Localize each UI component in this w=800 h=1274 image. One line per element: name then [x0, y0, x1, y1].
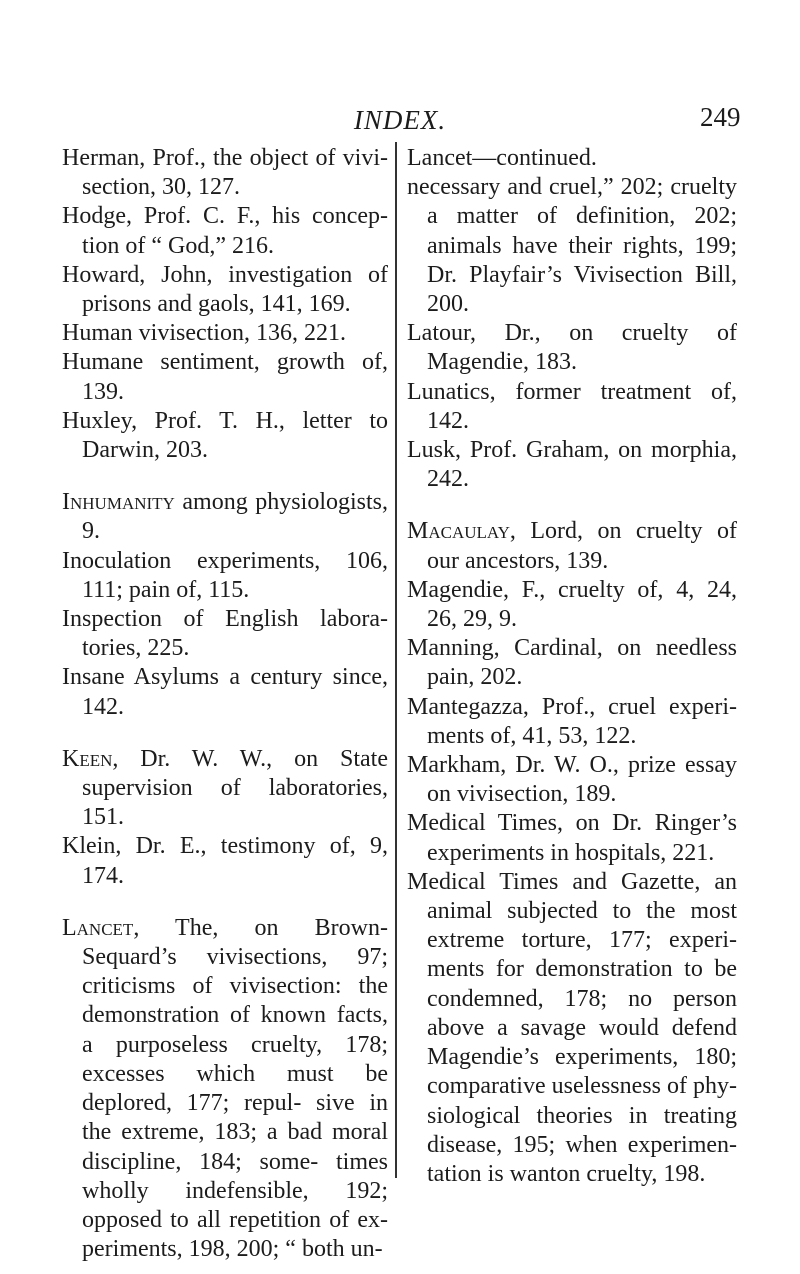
index-entry-lead: Inhumanity [62, 489, 175, 516]
index-entry-text: among physiologists, 9. [82, 489, 388, 545]
index-entry [62, 319, 388, 348]
page-number: 249 [700, 102, 741, 132]
index-entry [62, 605, 388, 663]
index-entry-text: Klein, Dr. E., testimony of, 9, 174. [62, 833, 388, 889]
index-entry [62, 547, 388, 605]
index-entry-text: Magendie, F., cruelty of, 4, 24, 26, 29, 9. [407, 576, 737, 633]
index-entry [62, 488, 388, 546]
index-entry-text: , Dr. W. W., on State supervision of laboratories, 151. [82, 745, 388, 831]
index-entry-text: Howard, John, investigation of prisons and gaols, 141, 169. [62, 261, 388, 318]
index-entry-text: Latour, Dr., on cruelty of Magendie, 183. [407, 320, 737, 376]
index-column-right [407, 144, 737, 1189]
index-entry-text: Insane Asylums a century since, 142. [62, 664, 388, 720]
index-entry [62, 144, 388, 202]
index-entry-text: Medical Times and Gazette, an animal subjected to the most extreme torture, 177; experi- ments for demonstration to be condemned, 178; no person above a savage would defend Magendie’s experiments, 180; comparative uselessness of phy- siological theories in treating disease, 195; when experimen- tation is wanton cruelty, 198. [407, 868, 737, 1187]
index-entry [407, 173, 737, 319]
index-entry [62, 914, 388, 1264]
index-entry-text: Manning, Cardinal, on needless pain, 202. [407, 635, 737, 691]
index-entry-text: Mantegazza, Prof., cruel experi- ments of, 41, 53, 122. [407, 693, 737, 749]
index-entry-text: Human vivisection, 136, 221. [62, 320, 346, 347]
index-entry-text: , The, on Brown-Sequard’s vivisections, 97; criticisms of vivisection: the demonstration of known facts, a purposeless cruelty, 178; excesses which must be deplored, 177; repul- sive in the extreme, 183; a bad moral discipline, 184; some- times wholly indefensible, 192; opposed to all repetition of ex- periments, 198, 200; “ both un- [82, 914, 388, 1263]
index-entry-text: Markham, Dr. W. O., prize essay on vivisection, 189. [407, 752, 737, 808]
index-entry-text: Medical Times, on Dr. Ringer’s experiments in hospitals, 221. [407, 810, 737, 866]
index-entry-text: , Lord, on cruelty of our ancestors, 139. [427, 518, 737, 574]
index-entry [62, 663, 388, 721]
index-entry-text: Lancet—continued. [407, 145, 597, 171]
index-entry-text: Lunatics, former treatment of, 142. [407, 378, 737, 434]
index-entry-text: Hodge, Prof. C. F., his concep- tion of “ God,” 216. [62, 203, 388, 259]
index-entry [407, 693, 737, 751]
index-entry [62, 348, 388, 406]
index-entry-text: Inspection of English labora- tories, 225. [62, 606, 388, 662]
index-entry-text: Lusk, Prof. Graham, on morphia, 242. [407, 437, 737, 493]
index-entry [407, 634, 737, 692]
index-entry [62, 407, 388, 465]
index-entry [407, 751, 737, 809]
index-entry [407, 868, 737, 1189]
index-entry-text: necessary and cruel,” 202; cruelty a matter of definition, 202; animals have their rights, 199; Dr. Playfair’s Vivisection Bill, 200. [407, 174, 737, 318]
index-entry [62, 261, 388, 319]
index-entry-lead: Macaulay [407, 518, 510, 545]
index-entry-text: Herman, Prof., the object of vivi- section, 30, 127. [62, 145, 388, 201]
index-entry-text: Humane sentiment, growth of, 139. [62, 349, 388, 405]
index-entry [62, 745, 388, 833]
index-entry [407, 576, 737, 634]
index-entry [407, 319, 737, 377]
index-entry-text: Inoculation experiments, 106, 111; pain of, 115. [62, 547, 388, 603]
running-head-title: INDEX. [353, 105, 447, 135]
index-entry-lead: Lancet [62, 914, 134, 941]
index-entry [62, 832, 388, 890]
index-entry [407, 809, 737, 867]
index-entry-text: Huxley, Prof. T. H., letter to Darwin, 203. [62, 407, 388, 464]
index-entry-lead: Keen [62, 745, 113, 772]
index-entry [62, 202, 388, 260]
index-entry [407, 517, 737, 575]
index-entry [407, 378, 737, 436]
index-column-left [62, 144, 388, 1264]
index-entry [407, 144, 737, 173]
column-divider [395, 142, 397, 1178]
index-entry [407, 436, 737, 494]
